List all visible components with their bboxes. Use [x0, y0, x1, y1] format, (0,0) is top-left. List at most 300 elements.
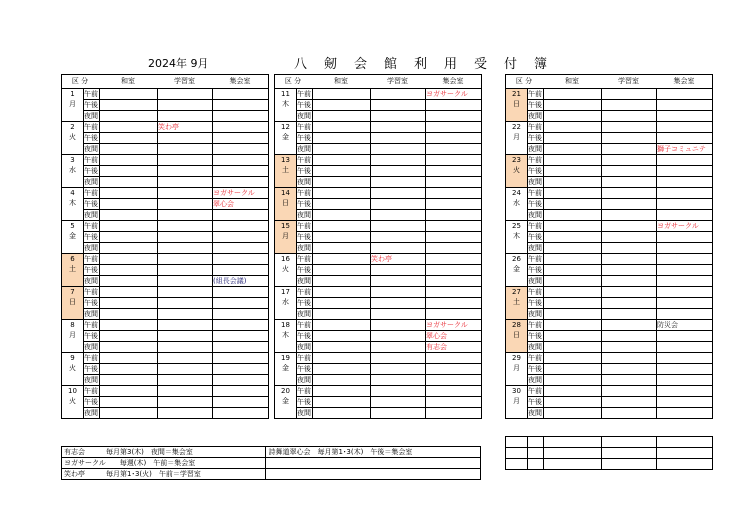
reservation-cell-gakushu[interactable]	[602, 254, 657, 265]
reservation-cell-washitsu[interactable]	[313, 199, 371, 210]
reservation-cell-shukai[interactable]	[426, 408, 482, 419]
reservation-cell-gakushu[interactable]	[371, 177, 426, 188]
table-row	[275, 298, 482, 309]
reservation-cell-gakushu[interactable]	[158, 254, 213, 265]
reservation-cell-gakushu[interactable]	[602, 331, 657, 342]
reservation-cell-gakushu[interactable]	[158, 287, 213, 298]
reservation-cell-washitsu[interactable]	[100, 309, 158, 320]
reservation-cell-shukai[interactable]	[426, 133, 482, 144]
reservation-cell-gakushu[interactable]	[371, 188, 426, 199]
reservation-cell-washitsu[interactable]	[313, 364, 371, 375]
reservation-cell-gakushu[interactable]	[371, 199, 426, 210]
reservation-cell-washitsu[interactable]	[313, 221, 371, 232]
reservation-cell-washitsu[interactable]	[313, 254, 371, 265]
reservation-cell-gakushu[interactable]	[158, 243, 213, 254]
reservation-cell-washitsu[interactable]	[100, 188, 158, 199]
reservation-cell-shukai[interactable]	[426, 166, 482, 177]
reservation-cell-washitsu[interactable]	[544, 144, 602, 155]
reservation-cell-washitsu[interactable]	[544, 177, 602, 188]
reservation-cell-gakushu[interactable]	[602, 122, 657, 133]
reservation-cell-washitsu[interactable]	[313, 232, 371, 243]
reservation-cell-washitsu[interactable]	[544, 122, 602, 133]
reservation-cell-washitsu[interactable]	[313, 133, 371, 144]
table-row	[275, 342, 482, 353]
reservation-cell-gakushu[interactable]	[371, 155, 426, 166]
reservation-cell-gakushu[interactable]	[371, 221, 426, 232]
reservation-cell-washitsu[interactable]	[544, 353, 602, 364]
reservation-cell-shukai[interactable]	[657, 386, 713, 397]
reservation-cell-washitsu[interactable]	[100, 254, 158, 265]
reservation-cell-washitsu[interactable]	[544, 309, 602, 320]
reservation-cell-shukai[interactable]	[426, 309, 482, 320]
reservation-cell-shukai[interactable]: 翠心会	[213, 199, 269, 210]
reservation-cell-shukai[interactable]	[657, 133, 713, 144]
reservation-cell-shukai[interactable]	[426, 100, 482, 111]
reservation-cell-gakushu[interactable]	[158, 221, 213, 232]
reservation-cell-shukai[interactable]	[213, 298, 269, 309]
reservation-cell-shukai[interactable]	[657, 188, 713, 199]
reservation-cell-gakushu[interactable]: 笑わ亭	[158, 122, 213, 133]
reservation-cell-gakushu[interactable]	[158, 364, 213, 375]
table-row	[506, 89, 713, 100]
reservation-cell-washitsu[interactable]	[100, 265, 158, 276]
reservation-cell-shukai[interactable]	[426, 144, 482, 155]
reservation-cell-washitsu[interactable]	[544, 188, 602, 199]
reservation-cell-washitsu[interactable]	[100, 298, 158, 309]
reservation-cell-gakushu[interactable]	[371, 276, 426, 287]
reservation-cell-shukai[interactable]	[657, 111, 713, 122]
reservation-cell-gakushu[interactable]	[602, 265, 657, 276]
reservation-cell-gakushu[interactable]	[602, 210, 657, 221]
day-number: 19	[281, 354, 290, 362]
reservation-cell-washitsu[interactable]	[100, 232, 158, 243]
reservation-cell-shukai[interactable]	[213, 342, 269, 353]
reservation-cell-gakushu[interactable]	[371, 353, 426, 364]
reservation-cell-washitsu[interactable]	[544, 320, 602, 331]
reservation-cell-shukai[interactable]	[426, 177, 482, 188]
reservation-cell-gakushu[interactable]	[602, 408, 657, 419]
reservation-cell-gakushu[interactable]	[602, 397, 657, 408]
reservation-cell-shukai[interactable]	[213, 287, 269, 298]
reservation-cell-washitsu[interactable]	[100, 111, 158, 122]
reservation-cell-washitsu[interactable]	[544, 199, 602, 210]
reservation-cell-shukai[interactable]	[426, 254, 482, 265]
reservation-cell-washitsu[interactable]	[313, 210, 371, 221]
reservation-cell-washitsu[interactable]	[100, 133, 158, 144]
reservation-cell-shukai[interactable]	[657, 331, 713, 342]
reservation-cell-gakushu[interactable]	[602, 364, 657, 375]
reservation-cell-shukai[interactable]	[426, 287, 482, 298]
reservation-cell-shukai[interactable]	[426, 397, 482, 408]
reservation-cell-washitsu[interactable]	[313, 353, 371, 364]
table-row	[275, 397, 482, 408]
reservation-cell-shukai[interactable]	[426, 188, 482, 199]
reservation-cell-shukai[interactable]	[657, 408, 713, 419]
reservation-cell-shukai[interactable]: 翠心会	[426, 331, 482, 342]
reservation-cell-gakushu[interactable]	[371, 133, 426, 144]
reservation-cell-washitsu[interactable]	[100, 243, 158, 254]
reservation-cell-washitsu[interactable]	[100, 364, 158, 375]
reservation-cell-gakushu[interactable]	[158, 188, 213, 199]
note-left-1: 有志会 毎月第3(木) 夜間＝集会室	[62, 447, 266, 458]
reservation-cell-shukai[interactable]	[213, 100, 269, 111]
reservation-cell-washitsu[interactable]	[100, 287, 158, 298]
reservation-cell-gakushu[interactable]	[602, 232, 657, 243]
reservation-cell-gakushu[interactable]	[602, 133, 657, 144]
reservation-cell-washitsu[interactable]	[313, 144, 371, 155]
reservation-cell-shukai[interactable]	[657, 364, 713, 375]
slot-label: 午後	[84, 332, 98, 340]
reservation-cell-washitsu[interactable]	[544, 375, 602, 386]
slot-label: 午前	[297, 288, 311, 296]
note-right-3	[266, 469, 481, 480]
reservation-cell-gakushu[interactable]	[602, 188, 657, 199]
reservation-cell-washitsu[interactable]	[313, 320, 371, 331]
reservation-cell-gakushu[interactable]	[371, 265, 426, 276]
reservation-cell-washitsu[interactable]	[100, 320, 158, 331]
table-row	[62, 243, 269, 254]
reservation-cell-shukai[interactable]	[657, 397, 713, 408]
reservation-cell-washitsu[interactable]	[100, 166, 158, 177]
reservation-cell-gakushu[interactable]	[602, 309, 657, 320]
reservation-cell-shukai[interactable]: 有志会	[426, 342, 482, 353]
reservation-cell-washitsu[interactable]	[100, 210, 158, 221]
reservation-cell-washitsu[interactable]	[544, 397, 602, 408]
reservation-cell-gakushu[interactable]	[371, 331, 426, 342]
day-number: 4	[70, 189, 75, 197]
reservation-cell-shukai[interactable]: 獅子コミュニテ	[657, 144, 713, 155]
reservation-cell-shukai[interactable]	[213, 243, 269, 254]
reservation-cell-shukai[interactable]	[426, 298, 482, 309]
reservation-cell-shukai[interactable]	[213, 254, 269, 265]
reservation-cell-washitsu[interactable]	[100, 276, 158, 287]
reservation-cell-gakushu[interactable]	[371, 386, 426, 397]
reservation-cell-shukai[interactable]	[657, 342, 713, 353]
reservation-cell-washitsu[interactable]	[100, 408, 158, 419]
reservation-cell-shukai[interactable]	[213, 221, 269, 232]
reservation-cell-gakushu[interactable]	[158, 331, 213, 342]
reservation-cell-shukai[interactable]	[426, 210, 482, 221]
reservation-cell-washitsu[interactable]	[100, 342, 158, 353]
reservation-cell-washitsu[interactable]	[100, 122, 158, 133]
reservation-cell-shukai[interactable]	[657, 100, 713, 111]
reservation-cell-shukai[interactable]: ヨガサークル	[657, 221, 713, 232]
reservation-cell-gakushu[interactable]	[602, 89, 657, 100]
reservation-cell-shukai[interactable]: ヨガサークル	[426, 89, 482, 100]
reservation-cell-shukai[interactable]: 防災会	[657, 320, 713, 331]
reservation-cell-washitsu[interactable]	[313, 375, 371, 386]
blank-cell	[657, 448, 713, 459]
reservation-cell-washitsu[interactable]	[313, 155, 371, 166]
reservation-cell-gakushu[interactable]	[602, 177, 657, 188]
reservation-cell-gakushu[interactable]	[371, 100, 426, 111]
reservation-cell-gakushu[interactable]	[158, 265, 213, 276]
reservation-cell-shukai[interactable]	[657, 265, 713, 276]
reservation-cell-gakushu[interactable]	[158, 397, 213, 408]
reservation-cell-shukai[interactable]	[426, 221, 482, 232]
reservation-cell-shukai[interactable]: ヨガサークル	[426, 320, 482, 331]
reservation-cell-gakushu[interactable]	[602, 375, 657, 386]
reservation-cell-shukai[interactable]	[657, 309, 713, 320]
reservation-cell-washitsu[interactable]	[313, 397, 371, 408]
reservation-cell-gakushu[interactable]	[371, 210, 426, 221]
reservation-cell-gakushu[interactable]	[602, 386, 657, 397]
reservation-cell-shukai[interactable]	[213, 397, 269, 408]
reservation-cell-shukai[interactable]	[213, 122, 269, 133]
reservation-cell-washitsu[interactable]	[544, 210, 602, 221]
reservation-cell-shukai[interactable]	[213, 89, 269, 100]
reservation-cell-gakushu[interactable]	[158, 144, 213, 155]
reservation-cell-gakushu[interactable]	[158, 177, 213, 188]
reservation-cell-washitsu[interactable]	[313, 188, 371, 199]
day-number: 8	[70, 321, 75, 329]
reservation-cell-washitsu[interactable]	[313, 100, 371, 111]
reservation-cell-washitsu[interactable]	[313, 287, 371, 298]
reservation-cell-shukai[interactable]	[213, 331, 269, 342]
reservation-cell-shukai[interactable]	[426, 386, 482, 397]
reservation-cell-washitsu[interactable]	[544, 331, 602, 342]
day-cell	[275, 89, 297, 122]
reservation-cell-shukai[interactable]	[213, 155, 269, 166]
reservation-cell-shukai[interactable]	[426, 155, 482, 166]
reservation-cell-gakushu[interactable]	[371, 122, 426, 133]
reservation-cell-washitsu[interactable]	[313, 265, 371, 276]
reservation-cell-shukai[interactable]	[657, 199, 713, 210]
reservation-cell-washitsu[interactable]	[313, 386, 371, 397]
reservation-cell-shukai[interactable]	[213, 408, 269, 419]
reservation-cell-shukai[interactable]	[657, 232, 713, 243]
reservation-cell-washitsu[interactable]	[544, 243, 602, 254]
reservation-cell-shukai[interactable]	[426, 353, 482, 364]
reservation-cell-gakushu[interactable]	[371, 111, 426, 122]
reservation-cell-gakushu[interactable]	[158, 155, 213, 166]
reservation-cell-shukai[interactable]	[657, 166, 713, 177]
weekday: 火	[69, 364, 76, 372]
reservation-cell-gakushu[interactable]	[158, 111, 213, 122]
reservation-cell-gakushu[interactable]	[602, 243, 657, 254]
reservation-cell-gakushu[interactable]	[371, 375, 426, 386]
reservation-cell-shukai[interactable]	[213, 309, 269, 320]
reservation-cell-gakushu[interactable]	[602, 276, 657, 287]
reservation-cell-gakushu[interactable]	[371, 309, 426, 320]
reservation-cell-gakushu[interactable]	[602, 100, 657, 111]
reservation-cell-washitsu[interactable]	[313, 243, 371, 254]
reservation-cell-shukai[interactable]	[426, 265, 482, 276]
slot-label: 午後	[528, 167, 542, 175]
reservation-cell-gakushu[interactable]: 笑わ亭	[371, 254, 426, 265]
reservation-cell-shukai[interactable]	[213, 386, 269, 397]
reservation-cell-washitsu[interactable]	[100, 375, 158, 386]
weekday: 金	[69, 232, 76, 240]
reservation-cell-washitsu[interactable]	[544, 364, 602, 375]
reservation-cell-gakushu[interactable]	[158, 386, 213, 397]
reservation-cell-washitsu[interactable]	[100, 331, 158, 342]
reservation-cell-shukai[interactable]	[213, 144, 269, 155]
reservation-cell-washitsu[interactable]	[544, 287, 602, 298]
reservation-cell-washitsu[interactable]	[313, 408, 371, 419]
reservation-cell-washitsu[interactable]	[100, 89, 158, 100]
day-cell	[506, 221, 528, 254]
reservation-cell-gakushu[interactable]	[158, 232, 213, 243]
reservation-cell-gakushu[interactable]	[602, 287, 657, 298]
reservation-cell-washitsu[interactable]	[313, 122, 371, 133]
reservation-cell-shukai[interactable]	[426, 122, 482, 133]
table-row	[506, 437, 713, 448]
reservation-cell-gakushu[interactable]	[158, 133, 213, 144]
reservation-cell-gakushu[interactable]	[158, 210, 213, 221]
reservation-cell-washitsu[interactable]	[100, 199, 158, 210]
reservation-cell-washitsu[interactable]	[100, 155, 158, 166]
reservation-cell-gakushu[interactable]	[158, 309, 213, 320]
reservation-cell-shukai[interactable]: ヨガサークル	[213, 188, 269, 199]
slot-label: 夜間	[84, 145, 98, 153]
reservation-cell-gakushu[interactable]	[602, 342, 657, 353]
table-row	[506, 188, 713, 199]
reservation-cell-shukai[interactable]	[213, 177, 269, 188]
reservation-cell-shukai[interactable]	[213, 265, 269, 276]
reservation-cell-washitsu[interactable]	[313, 276, 371, 287]
reservation-cell-gakushu[interactable]	[371, 408, 426, 419]
reservation-cell-gakushu[interactable]	[602, 144, 657, 155]
reservation-cell-shukai[interactable]	[426, 111, 482, 122]
reservation-cell-shukai[interactable]	[657, 210, 713, 221]
reservation-cell-gakushu[interactable]	[158, 89, 213, 100]
reservation-cell-shukai[interactable]	[657, 276, 713, 287]
reservation-cell-gakushu[interactable]	[371, 232, 426, 243]
reservation-cell-washitsu[interactable]	[313, 298, 371, 309]
reservation-cell-shukai[interactable]	[657, 298, 713, 309]
reservation-cell-shukai[interactable]	[213, 320, 269, 331]
reservation-cell-washitsu[interactable]	[544, 265, 602, 276]
reservation-cell-gakushu[interactable]	[371, 342, 426, 353]
reservation-cell-gakushu[interactable]	[371, 298, 426, 309]
slot-label: 夜間	[84, 112, 98, 120]
reservation-cell-shukai[interactable]	[657, 177, 713, 188]
reservation-cell-shukai[interactable]	[657, 122, 713, 133]
reservation-cell-shukai[interactable]	[657, 353, 713, 364]
reservation-cell-gakushu[interactable]	[371, 397, 426, 408]
reservation-cell-shukai[interactable]	[426, 243, 482, 254]
weekday: 水	[513, 199, 520, 207]
reservation-cell-gakushu[interactable]	[158, 276, 213, 287]
reservation-cell-gakushu[interactable]	[371, 243, 426, 254]
reservation-cell-gakushu[interactable]	[158, 408, 213, 419]
reservation-cell-washitsu[interactable]	[313, 166, 371, 177]
reservation-cell-gakushu[interactable]	[158, 342, 213, 353]
reservation-cell-washitsu[interactable]	[100, 397, 158, 408]
reservation-cell-washitsu[interactable]	[100, 144, 158, 155]
reservation-cell-washitsu[interactable]	[544, 133, 602, 144]
reservation-cell-gakushu[interactable]	[371, 166, 426, 177]
reservation-cell-washitsu[interactable]	[544, 221, 602, 232]
reservation-cell-washitsu[interactable]	[100, 221, 158, 232]
reservation-cell-washitsu[interactable]	[313, 177, 371, 188]
reservation-cell-gakushu[interactable]	[158, 199, 213, 210]
reservation-cell-gakushu[interactable]	[602, 111, 657, 122]
reservation-cell-shukai[interactable]	[657, 155, 713, 166]
reservation-cell-washitsu[interactable]	[544, 254, 602, 265]
reservation-cell-washitsu[interactable]	[313, 111, 371, 122]
reservation-cell-washitsu[interactable]	[313, 331, 371, 342]
table-row	[506, 298, 713, 309]
reservation-cell-shukai[interactable]	[426, 276, 482, 287]
reservation-cell-shukai[interactable]	[657, 89, 713, 100]
reservation-cell-gakushu[interactable]	[602, 199, 657, 210]
reservation-cell-washitsu[interactable]	[544, 298, 602, 309]
reservation-cell-gakushu[interactable]	[602, 155, 657, 166]
reservation-cell-washitsu[interactable]	[544, 100, 602, 111]
reservation-cell-gakushu[interactable]	[371, 320, 426, 331]
reservation-cell-gakushu[interactable]	[158, 320, 213, 331]
reservation-cell-shukai[interactable]	[213, 111, 269, 122]
reservation-cell-shukai[interactable]	[213, 166, 269, 177]
reservation-cell-gakushu[interactable]	[602, 221, 657, 232]
table-row	[62, 397, 269, 408]
reservation-cell-gakushu[interactable]	[371, 287, 426, 298]
reservation-cell-gakushu[interactable]	[371, 89, 426, 100]
reservation-cell-washitsu[interactable]	[544, 166, 602, 177]
reservation-cell-gakushu[interactable]	[158, 375, 213, 386]
reservation-cell-washitsu[interactable]	[100, 100, 158, 111]
table-row	[506, 353, 713, 364]
table-row	[62, 144, 269, 155]
reservation-cell-washitsu[interactable]	[100, 386, 158, 397]
reservation-cell-shukai[interactable]	[213, 364, 269, 375]
reservation-cell-shukai[interactable]	[426, 232, 482, 243]
reservation-cell-gakushu[interactable]	[371, 364, 426, 375]
reservation-cell-gakushu[interactable]	[158, 298, 213, 309]
reservation-cell-washitsu[interactable]	[100, 353, 158, 364]
reservation-cell-shukai[interactable]: (組長会議)	[213, 276, 269, 287]
reservation-cell-washitsu[interactable]	[100, 177, 158, 188]
reservation-cell-gakushu[interactable]	[602, 166, 657, 177]
reservation-cell-shukai[interactable]	[426, 364, 482, 375]
reservation-cell-gakushu[interactable]	[158, 100, 213, 111]
reservation-cell-shukai[interactable]	[213, 232, 269, 243]
reservation-cell-washitsu[interactable]	[544, 342, 602, 353]
reservation-cell-shukai[interactable]	[657, 287, 713, 298]
reservation-cell-shukai[interactable]	[657, 243, 713, 254]
reservation-cell-gakushu[interactable]	[602, 298, 657, 309]
reservation-cell-washitsu[interactable]	[544, 111, 602, 122]
reservation-cell-washitsu[interactable]	[313, 89, 371, 100]
reservation-cell-washitsu[interactable]	[544, 386, 602, 397]
reservation-cell-washitsu[interactable]	[313, 342, 371, 353]
reservation-cell-shukai[interactable]	[657, 375, 713, 386]
reservation-cell-shukai[interactable]	[213, 353, 269, 364]
reservation-cell-shukai[interactable]	[426, 375, 482, 386]
reservation-cell-washitsu[interactable]	[544, 89, 602, 100]
reservation-cell-shukai[interactable]	[213, 133, 269, 144]
reservation-cell-washitsu[interactable]	[544, 155, 602, 166]
day-number: 23	[512, 156, 521, 164]
reservation-cell-shukai[interactable]	[213, 375, 269, 386]
reservation-cell-gakushu[interactable]	[371, 144, 426, 155]
reservation-cell-gakushu[interactable]	[158, 166, 213, 177]
reservation-cell-washitsu[interactable]	[544, 276, 602, 287]
reservation-cell-gakushu[interactable]	[158, 353, 213, 364]
table-row	[62, 309, 269, 320]
reservation-cell-shukai[interactable]	[213, 210, 269, 221]
reservation-cell-washitsu[interactable]	[544, 232, 602, 243]
reservation-cell-gakushu[interactable]	[602, 353, 657, 364]
reservation-cell-shukai[interactable]	[426, 199, 482, 210]
reservation-cell-gakushu[interactable]	[602, 320, 657, 331]
reservation-cell-washitsu[interactable]	[544, 408, 602, 419]
reservation-cell-shukai[interactable]	[657, 254, 713, 265]
reservation-cell-washitsu[interactable]	[313, 309, 371, 320]
slot-label: 夜間	[84, 343, 98, 351]
